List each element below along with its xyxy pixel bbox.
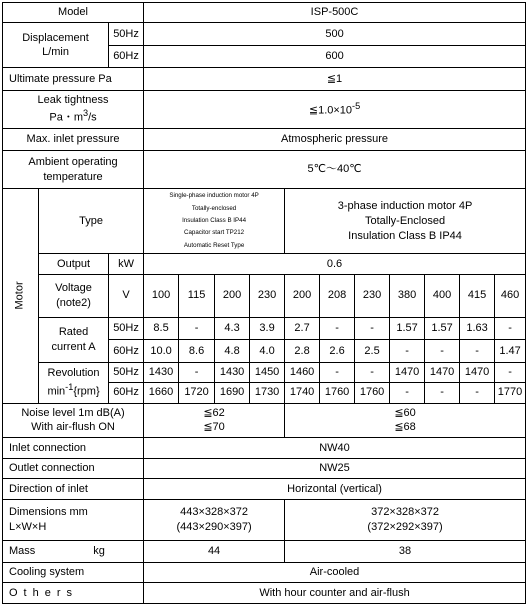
row-inlet	[3, 438, 526, 458]
dimensions-label-line1: Dimensions mm	[9, 505, 88, 518]
current-freq-60: 60Hz	[109, 340, 144, 362]
current-cell: 1.57	[390, 317, 425, 339]
max-inlet-label: Max. inlet pressure	[3, 128, 144, 150]
mass-three: 38	[285, 540, 526, 562]
current-cell: -	[320, 317, 355, 339]
noise-single	[144, 403, 285, 438]
revolution-cell: -	[460, 383, 495, 403]
voltage-cell: 380	[390, 274, 425, 317]
revolution-cell: 1460	[285, 362, 320, 382]
current-cell: 10.0	[144, 340, 179, 362]
row-noise	[3, 403, 526, 438]
row-voltage	[3, 274, 526, 317]
direction-label: Direction of inlet	[3, 479, 144, 499]
current-cell: 4.3	[215, 317, 250, 339]
displacement-freq-50: 50Hz	[109, 23, 144, 45]
noise-label-line2: With air-flush ON	[31, 421, 115, 434]
dimensions-single-line: (443×290×397)	[176, 520, 252, 533]
leak-tightness-value-sup: -5	[352, 101, 361, 112]
mass-single: 44	[144, 540, 285, 562]
voltage-label-line2: (note2)	[56, 296, 91, 309]
revolution-cell: 1470	[425, 362, 460, 382]
revolution-cell: -	[495, 362, 526, 382]
noise-three-line: ≦60	[394, 406, 416, 419]
revolution-label	[39, 362, 109, 403]
row-mass	[3, 540, 526, 562]
max-inlet-value: Atmospheric pressure	[144, 128, 526, 150]
voltage-cell: 100	[144, 274, 179, 317]
current-cell: 2.8	[285, 340, 320, 362]
inlet-value: NW40	[144, 438, 526, 458]
revolution-cell: 1760	[355, 383, 390, 403]
output-unit: kW	[109, 254, 144, 274]
voltage-cell: 415	[460, 274, 495, 317]
dimensions-three-line: (372×292×397)	[367, 520, 443, 533]
displacement-value-60: 600	[144, 45, 526, 67]
row-outlet	[3, 458, 526, 478]
displacement-label-line2: L/min	[42, 46, 69, 59]
current-cell: 2.5	[355, 340, 390, 362]
current-cell: -	[460, 340, 495, 362]
ambient-value: 5℃～40℃	[144, 151, 526, 189]
revolution-cell: -	[355, 362, 390, 382]
current-label-line1: Rated	[58, 325, 89, 338]
voltage-cell: 115	[179, 274, 215, 317]
output-value: 0.6	[144, 254, 526, 274]
current-cell: 2.6	[320, 340, 355, 362]
three-type-line: Insulation Class B IP44	[348, 229, 462, 242]
dimensions-three	[285, 499, 526, 540]
row-others	[3, 583, 526, 604]
revolution-cell: -	[320, 362, 355, 382]
revolution-cell: 1760	[320, 383, 355, 403]
displacement-label-line1: Displacement	[22, 31, 89, 44]
revolution-cell: 1690	[215, 383, 250, 403]
current-cell: 1.57	[425, 317, 460, 339]
row-current-50	[3, 317, 526, 339]
noise-three-line: ≦68	[394, 421, 416, 434]
revolution-cell: -	[425, 383, 460, 403]
outlet-label: Outlet connection	[3, 458, 144, 478]
row-revolution-50	[3, 362, 526, 382]
revolution-label-line1: Revolution	[47, 367, 100, 379]
noise-single-line: ≦62	[203, 406, 225, 419]
motor-type-single	[144, 189, 285, 254]
ultimate-pressure-label: Ultimate pressure Pa	[3, 68, 144, 90]
mass-label-text: Mass	[9, 544, 36, 557]
revolution-cell: 1430	[215, 362, 250, 382]
current-freq-50: 50Hz	[109, 317, 144, 339]
inlet-label: Inlet connection	[3, 438, 144, 458]
three-type-line: 3-phase induction motor 4P	[337, 199, 473, 212]
displacement-label	[3, 23, 109, 68]
revolution-cell: 1730	[250, 383, 285, 403]
voltage-cell: 208	[320, 274, 355, 317]
row-dimensions	[3, 499, 526, 540]
leak-tightness-unit-suffix: /s	[88, 112, 97, 125]
current-cell: 4.8	[215, 340, 250, 362]
dimensions-single-line: 443×328×372	[180, 505, 249, 518]
leak-tightness-value-base: ≦1.0×10	[308, 104, 353, 117]
revolution-cell: 1470	[390, 362, 425, 382]
revolution-cell: 1470	[460, 362, 495, 382]
voltage-cell: 230	[355, 274, 390, 317]
revolution-cell: 1740	[285, 383, 320, 403]
single-type-line: Totally-enclosed	[191, 204, 237, 212]
row-cooling	[3, 563, 526, 583]
revolution-cell: 1660	[144, 383, 179, 403]
revolution-unit-suffix: {rpm}	[73, 385, 100, 398]
revolution-cell: 1450	[250, 362, 285, 382]
revolution-cell: 1720	[179, 383, 215, 403]
voltage-label-line1: Voltage	[55, 281, 92, 294]
noise-label-line1: Noise level 1m dB(A)	[21, 406, 125, 419]
dimensions-label	[3, 499, 144, 540]
model-label: Model	[3, 3, 144, 23]
others-value: With hour counter and air-flush	[144, 583, 526, 604]
single-type-line: Automatic Reset Type	[183, 241, 245, 249]
leak-tightness-label-line1: Leak tightness	[37, 93, 109, 106]
voltage-label	[39, 274, 109, 317]
noise-single-line: ≦70	[203, 421, 225, 434]
output-label: Output	[39, 254, 109, 274]
voltage-cell: 400	[425, 274, 460, 317]
voltage-cell: 460	[495, 274, 526, 317]
model-value: ISP-500C	[144, 3, 526, 23]
current-cell: 8.6	[179, 340, 215, 362]
revolution-cell: 1430	[144, 362, 179, 382]
revolution-label-line2	[40, 381, 107, 400]
motor-type-three	[285, 189, 526, 254]
displacement-value-50: 500	[144, 23, 526, 45]
current-label-line2: current A	[51, 340, 96, 353]
row-direction	[3, 479, 526, 499]
current-cell: -	[179, 317, 215, 339]
current-cell: 1.47	[495, 340, 526, 362]
noise-label	[3, 403, 144, 438]
row-model	[3, 3, 526, 23]
revolution-cell: -	[179, 362, 215, 382]
current-cell: -	[425, 340, 460, 362]
cooling-value: Air-cooled	[144, 563, 526, 583]
row-leak-tightness	[3, 90, 526, 128]
leak-tightness-label	[3, 90, 144, 128]
spec-table	[2, 2, 526, 604]
displacement-freq-60: 60Hz	[109, 45, 144, 67]
row-ambient	[3, 151, 526, 189]
leak-tightness-unit-prefix: Pa・m	[49, 112, 83, 125]
cooling-label: Cooling system	[3, 563, 144, 583]
mass-label	[3, 540, 144, 562]
current-cell: 8.5	[144, 317, 179, 339]
revolution-unit-prefix: min	[47, 385, 66, 398]
current-cell: 1.63	[460, 317, 495, 339]
current-cell: 4.0	[250, 340, 285, 362]
three-type-line: Totally-Enclosed	[364, 214, 446, 227]
leak-tightness-value	[144, 90, 526, 128]
single-type-line: Capacitor start TP212	[184, 229, 245, 237]
dimensions-label-line2: L×W×H	[9, 520, 47, 533]
row-output	[3, 254, 526, 274]
dimensions-three-line: 372×328×372	[371, 505, 439, 518]
current-cell: -	[495, 317, 526, 339]
voltage-cell: 200	[215, 274, 250, 317]
revolution-unit-sup: -1	[65, 381, 74, 392]
voltage-unit: V	[109, 274, 144, 317]
ultimate-pressure-value: ≦1	[144, 68, 526, 90]
leak-tightness-label-line2	[4, 107, 142, 126]
motor-section-label	[3, 189, 39, 404]
ambient-label-line1: Ambient operating	[28, 155, 118, 168]
current-cell: -	[355, 317, 390, 339]
row-displacement-50	[3, 23, 526, 45]
current-cell: 2.7	[285, 317, 320, 339]
direction-value: Horizontal (vertical)	[144, 479, 526, 499]
row-motor-type	[3, 189, 526, 254]
leak-tightness-unit-sup: 3	[83, 108, 89, 119]
outlet-value: NW25	[144, 458, 526, 478]
revolution-freq-50: 50Hz	[109, 362, 144, 382]
ambient-label-line2: temperature	[43, 170, 103, 183]
single-type-line: Insulation Class B IP44	[182, 217, 247, 224]
revolution-cell: -	[390, 383, 425, 403]
motor-section-text: Motor	[14, 281, 27, 310]
ambient-label	[3, 151, 144, 189]
dimensions-single	[144, 499, 285, 540]
current-label	[39, 317, 109, 362]
revolution-cell: 1770	[495, 383, 526, 403]
row-ultimate-pressure	[3, 68, 526, 90]
noise-three	[285, 403, 526, 438]
row-max-inlet	[3, 128, 526, 150]
current-cell: 3.9	[250, 317, 285, 339]
voltage-cell: 200	[285, 274, 320, 317]
others-label: Others	[3, 583, 144, 604]
mass-unit: kg	[93, 544, 105, 557]
current-cell: -	[390, 340, 425, 362]
motor-type-label: Type	[39, 189, 144, 254]
voltage-cell: 230	[250, 274, 285, 317]
single-type-line: Single-phase induction motor 4P	[169, 192, 259, 200]
revolution-freq-60: 60Hz	[109, 383, 144, 403]
